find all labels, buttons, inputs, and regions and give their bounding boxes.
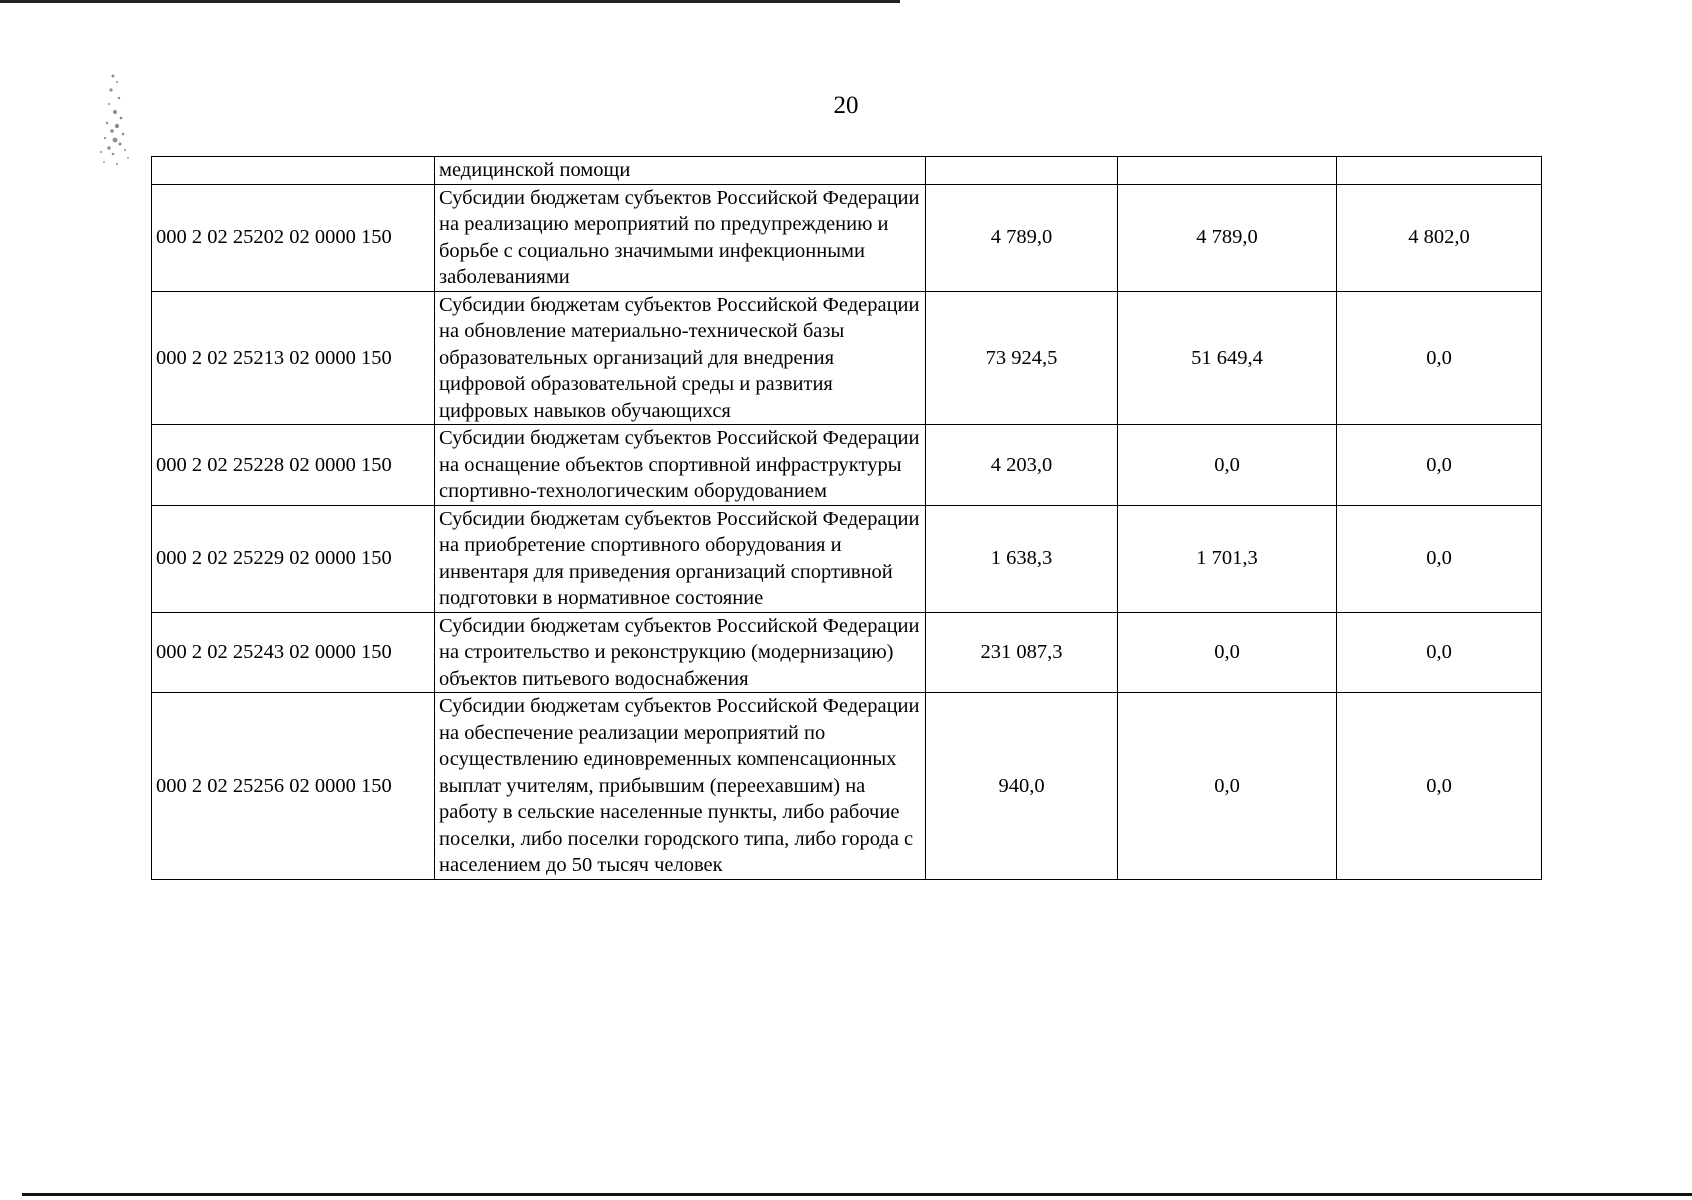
amount-cell-2 [1118, 157, 1337, 185]
description-cell: Субсидии бюджетам субъектов Российской Федерации на строительство и реконструкцию (модернизацию) объектов питьевого водоснабжения [435, 612, 926, 693]
top-rule [0, 0, 900, 3]
description-cell: Субсидии бюджетам субъектов Российской Федерации на приобретение спортивного оборудования и инвентаря для приведения организаций спортивной подготовки в нормативное состояние [435, 505, 926, 612]
amount-cell-2: 0,0 [1118, 612, 1337, 693]
bottom-rule [22, 1193, 1692, 1196]
amount-cell-2: 0,0 [1118, 425, 1337, 506]
amount-cell-1: 231 087,3 [926, 612, 1118, 693]
amount-cell-2: 51 649,4 [1118, 291, 1337, 425]
amount-cell-1: 940,0 [926, 693, 1118, 880]
budget-code-cell: 000 2 02 25256 02 0000 150 [152, 693, 435, 880]
table-row [152, 291, 1542, 425]
page-number: 20 [833, 92, 859, 119]
budget-code-cell: 000 2 02 25243 02 0000 150 [152, 612, 435, 693]
table-row [152, 157, 1542, 185]
description-cell: медицинской помощи [435, 157, 926, 185]
table-row [152, 425, 1542, 506]
amount-cell-3: 0,0 [1337, 693, 1542, 880]
amount-cell-1: 1 638,3 [926, 505, 1118, 612]
budget-table [151, 156, 1542, 880]
amount-cell-3 [1337, 157, 1542, 185]
amount-cell-2: 1 701,3 [1118, 505, 1337, 612]
budget-code-cell: 000 2 02 25228 02 0000 150 [152, 425, 435, 506]
amount-cell-3: 4 802,0 [1337, 184, 1542, 291]
amount-cell-1: 4 203,0 [926, 425, 1118, 506]
amount-cell-1: 4 789,0 [926, 184, 1118, 291]
amount-cell-2: 4 789,0 [1118, 184, 1337, 291]
amount-cell-3: 0,0 [1337, 425, 1542, 506]
amount-cell-1: 73 924,5 [926, 291, 1118, 425]
description-cell: Субсидии бюджетам субъектов Российской Федерации на оснащение объектов спортивной инфраструктуры спортивно-технологическим оборудованием [435, 425, 926, 506]
amount-cell-1 [926, 157, 1118, 185]
table-row [152, 184, 1542, 291]
description-cell: Субсидии бюджетам субъектов Российской Федерации на реализацию мероприятий по предупреждению и борьбе с социально значимыми инфекционными заболеваниями [435, 184, 926, 291]
amount-cell-3: 0,0 [1337, 612, 1542, 693]
budget-code-cell: 000 2 02 25229 02 0000 150 [152, 505, 435, 612]
budget-code-cell [152, 157, 435, 185]
amount-cell-3: 0,0 [1337, 505, 1542, 612]
description-cell: Субсидии бюджетам субъектов Российской Федерации на обновление материально-технической базы образовательных организаций для внедрения цифровой образовательной среды и развития цифровых навыков обучающихся [435, 291, 926, 425]
table-row [152, 693, 1542, 880]
table-row [152, 505, 1542, 612]
amount-cell-2: 0,0 [1118, 693, 1337, 880]
description-cell: Субсидии бюджетам субъектов Российской Федерации на обеспечение реализации мероприятий по осуществлению единовременных компенсационных выплат учителям, прибывшим (переехавшим) на работу в сельские населенные пункты, либо рабочие поселки, либо поселки городского типа, либо города с населением до 50 тысяч человек [435, 693, 926, 880]
scan-noise-mark [95, 68, 135, 178]
amount-cell-3: 0,0 [1337, 291, 1542, 425]
budget-code-cell: 000 2 02 25202 02 0000 150 [152, 184, 435, 291]
budget-code-cell: 000 2 02 25213 02 0000 150 [152, 291, 435, 425]
table-row [152, 612, 1542, 693]
